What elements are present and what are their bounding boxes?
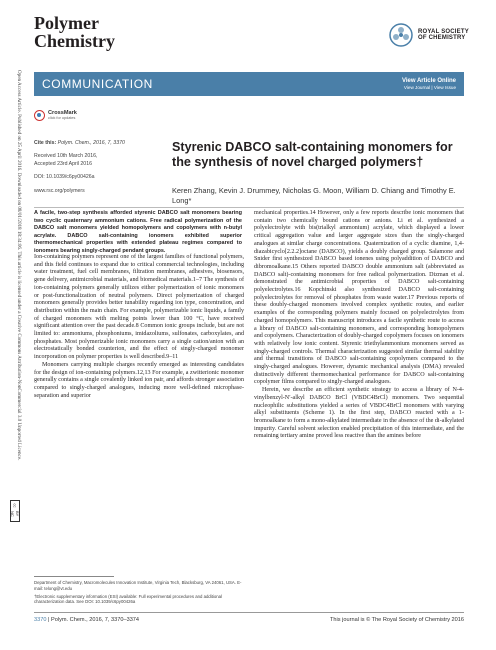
footer-divider (34, 612, 464, 613)
cite-label: Cite this: (34, 140, 57, 146)
footer-copyright: This journal is © The Royal Society of Chemistry 2016 (330, 617, 464, 623)
body-paragraph: Ion-containing polymers represent one of the largest families of functional polymers, and this field continues to expand due to critical commercial technologies, including water treatment, fuel cell membranes, filtration membranes, adhesives, biosensors, gene delivery, antimicrobial materials, and biomedical materials.1–7 The synthesis of ion-containing polymers generally utilizes either polymerization of ionic monomers or post-functionalization of neutral polymers. Direct polymerization of charged monomers generally provides better tunability regarding ion type, concentration, and distribution within the main chain. For example, polymerizable ionic liquids, a family of charged monomers with melting points lower than 100 °C, have received significant attention over the past decade.8 Common ionic groups include, but are not limited to: ammoniums, phosphoniums, imidazoliums, sulfonates, carboxylates, and phosphates. Most polymerizable ionic monomers carry a single cation/anion with an electrostatically bonded counterion, and the effect of singly-charged monomer incorporation on polymer properties is well described.9–11 (34, 254, 244, 361)
body-paragraph: mechanical properties.14 However, only a few reports describe ionic monomers that contain two chemically bound cations or anions. Li et al. synthesized a polyelectrolyte with bis(trialkyl ammonium) acrylate, which displayed a lower critical aggregation value and larger aggregate sizes than the singly-charged analogues at similar charge concentrations. Quaternization of a cyclic diamine, 1,4-diazabicyclo[2.2.2]octane (DABCO), yields a doubly charged group. Salamone and Snider first synthesized DABCO based ionenes using polyaddition of DABCO and dibromoalkane.15 Others reported DABCO double ammonium salt (abbreviated as DABCO salt)-containing monomers for free radical polymerization. Dizman et al. demonstrated the antimicrobial properties of DABCO salt-containing polyelectrolytes.16 Kopchinski also synthesized DABCO salt-containing polyelectrolytes for removal of phosphates from waste water.17 Previous reports of these doubly-charged monomers involved complex synthetic routes, and earlier examples of the corresponding polymers mainly focused on polyelectrolytes from charged homopolymers. This manuscript introduces a facile synthetic route to access a library of DABCO salt-containing monomers, and corresponding homopolymers and copolymers. Characterization of doubly-charged copolymers focuses on ionomers with relatively low ionic content. Styrenic triethylammonium monomers served as singly-charged controls. Thermal characterization suggested similar thermal stability and thermal transitions of DABCO salt-containing copolymers compared to the singly-charged analogues. However, dynamic mechanical analysis (DMA) revealed distinctively different thermomechanical performance for DABCO salt-containing copolymer films compared to singly-charged analogues. (254, 210, 464, 386)
publisher-logo (388, 22, 469, 48)
citation (34, 140, 149, 147)
body-right-column (254, 210, 464, 441)
view-journal-issue-links[interactable]: View Journal | View Issue (403, 85, 456, 90)
licence-text: Open Access Article. Published on 25 April 2016. Downloaded on 08/01/2018 18:34:06. This article is licensed under a Creative Commons Attribution-NonCommercial 3.0 Unported Licence. (16, 70, 22, 461)
cc-badge-top: cc (12, 503, 18, 507)
section-label: COMMUNICATION (42, 77, 153, 91)
publisher-logo-line1: ROYAL SOCIETY (418, 28, 469, 35)
crossmark-sub: click for updates (48, 116, 76, 121)
abstract-divider (34, 207, 464, 208)
affiliation-footnote: Department of Chemistry, Macromolecules Innovation Institute, Virginia Tech, Blacksburg, VA 24061, USA. E-mail: telong@vt.edu (34, 580, 242, 591)
page-number: 3370 (34, 617, 47, 623)
body-paragraph: Herein, we describe an efficient synthetic strategy to access a library of N-4-vinylbenzyl-N′-alkyl DABCO BrCl (VBDC4BrCl) monomers. Two sequential nucleophilic substitutions yielded a series of VBDC4BrCl monomers with varying alkyl substituents (Scheme 1). In the first step, DABCO reacted with a 1-bromoalkane to form a mono-alkylated intermediate in the absence of the di-alkylated impurity. Careful solvent selection enabled precipitation of this intermediate, and the remaining tertiary amine proved less reactive than the amines before (254, 387, 464, 440)
body-left-column (34, 254, 244, 400)
journal-title-line1: Polymer (34, 13, 99, 33)
esi-footnote: †Electronic supplementary information (ESI) available: Full experimental procedures and additional characterization data. See DOI: 10.1039/c6py00426a (34, 593, 222, 605)
crossmark-icon (34, 110, 45, 121)
author-list: Keren Zhang, Kevin J. Drummey, Nicholas G. Moon, William D. Chiang and Timothy E. Long* (172, 186, 456, 205)
cite-value: Polym. Chem., 2016, 7, 3370 (57, 140, 125, 146)
footer-journal: | Polym. Chem., 2016, 7, 3370–3374 (48, 617, 140, 623)
journal-website-link[interactable]: www.rsc.org/polymers (34, 187, 85, 194)
body-paragraph: Monomers carrying multiple charges recently emerged as interesting candidates for the design of ion-containing polymers.12,13 For example, a zwitterionic monomer generally contains a single covalently linked ion pair, and affords stronger association compared to singly-charged analogues, inducing more well-defined microphase-separation and superior (34, 361, 245, 399)
cc-licence-badge[interactable] (10, 500, 20, 522)
footnotes (34, 580, 244, 607)
view-article-online-link[interactable]: View Article Online (401, 78, 456, 84)
crossmark-label: CrossMark (48, 109, 77, 116)
abstract: A facile, two-step synthesis afforded styrenic DABCO salt monomers bearing two cyclic quaternary ammonium cations. Free radical polymerization of the DABCO salt monomers yielded homopolymers and copolymers with n-butyl acrylate. DABCO salt-containing ionomers exhibited superior thermomechanical properties with extended plateau regimes compared to ionomers bearing singly-charged pendant groups. (34, 210, 242, 254)
article-title: Styrenic DABCO salt-containing monomers for the synthesis of novel charged polymers† (172, 140, 453, 169)
accepted-date: Accepted 23rd April 2016 (34, 160, 92, 167)
page-footer (34, 617, 464, 623)
footnote-divider (34, 576, 114, 577)
rsc-crest-icon (388, 22, 414, 48)
crossmark-button[interactable] (34, 110, 77, 121)
section-header-bar (34, 72, 464, 96)
article-meta (34, 140, 149, 195)
licence-sidebar (6, 70, 22, 500)
cc-badge-bottom: BY NC (10, 510, 20, 517)
journal-title-line2: Chemistry (34, 31, 115, 51)
doi-link[interactable]: DOI: 10.1039/c6py00426a (34, 174, 95, 181)
received-date: Received 10th March 2016, (34, 153, 98, 160)
publisher-logo-line2: OF CHEMISTRY (418, 35, 466, 41)
journal-title (34, 14, 115, 50)
